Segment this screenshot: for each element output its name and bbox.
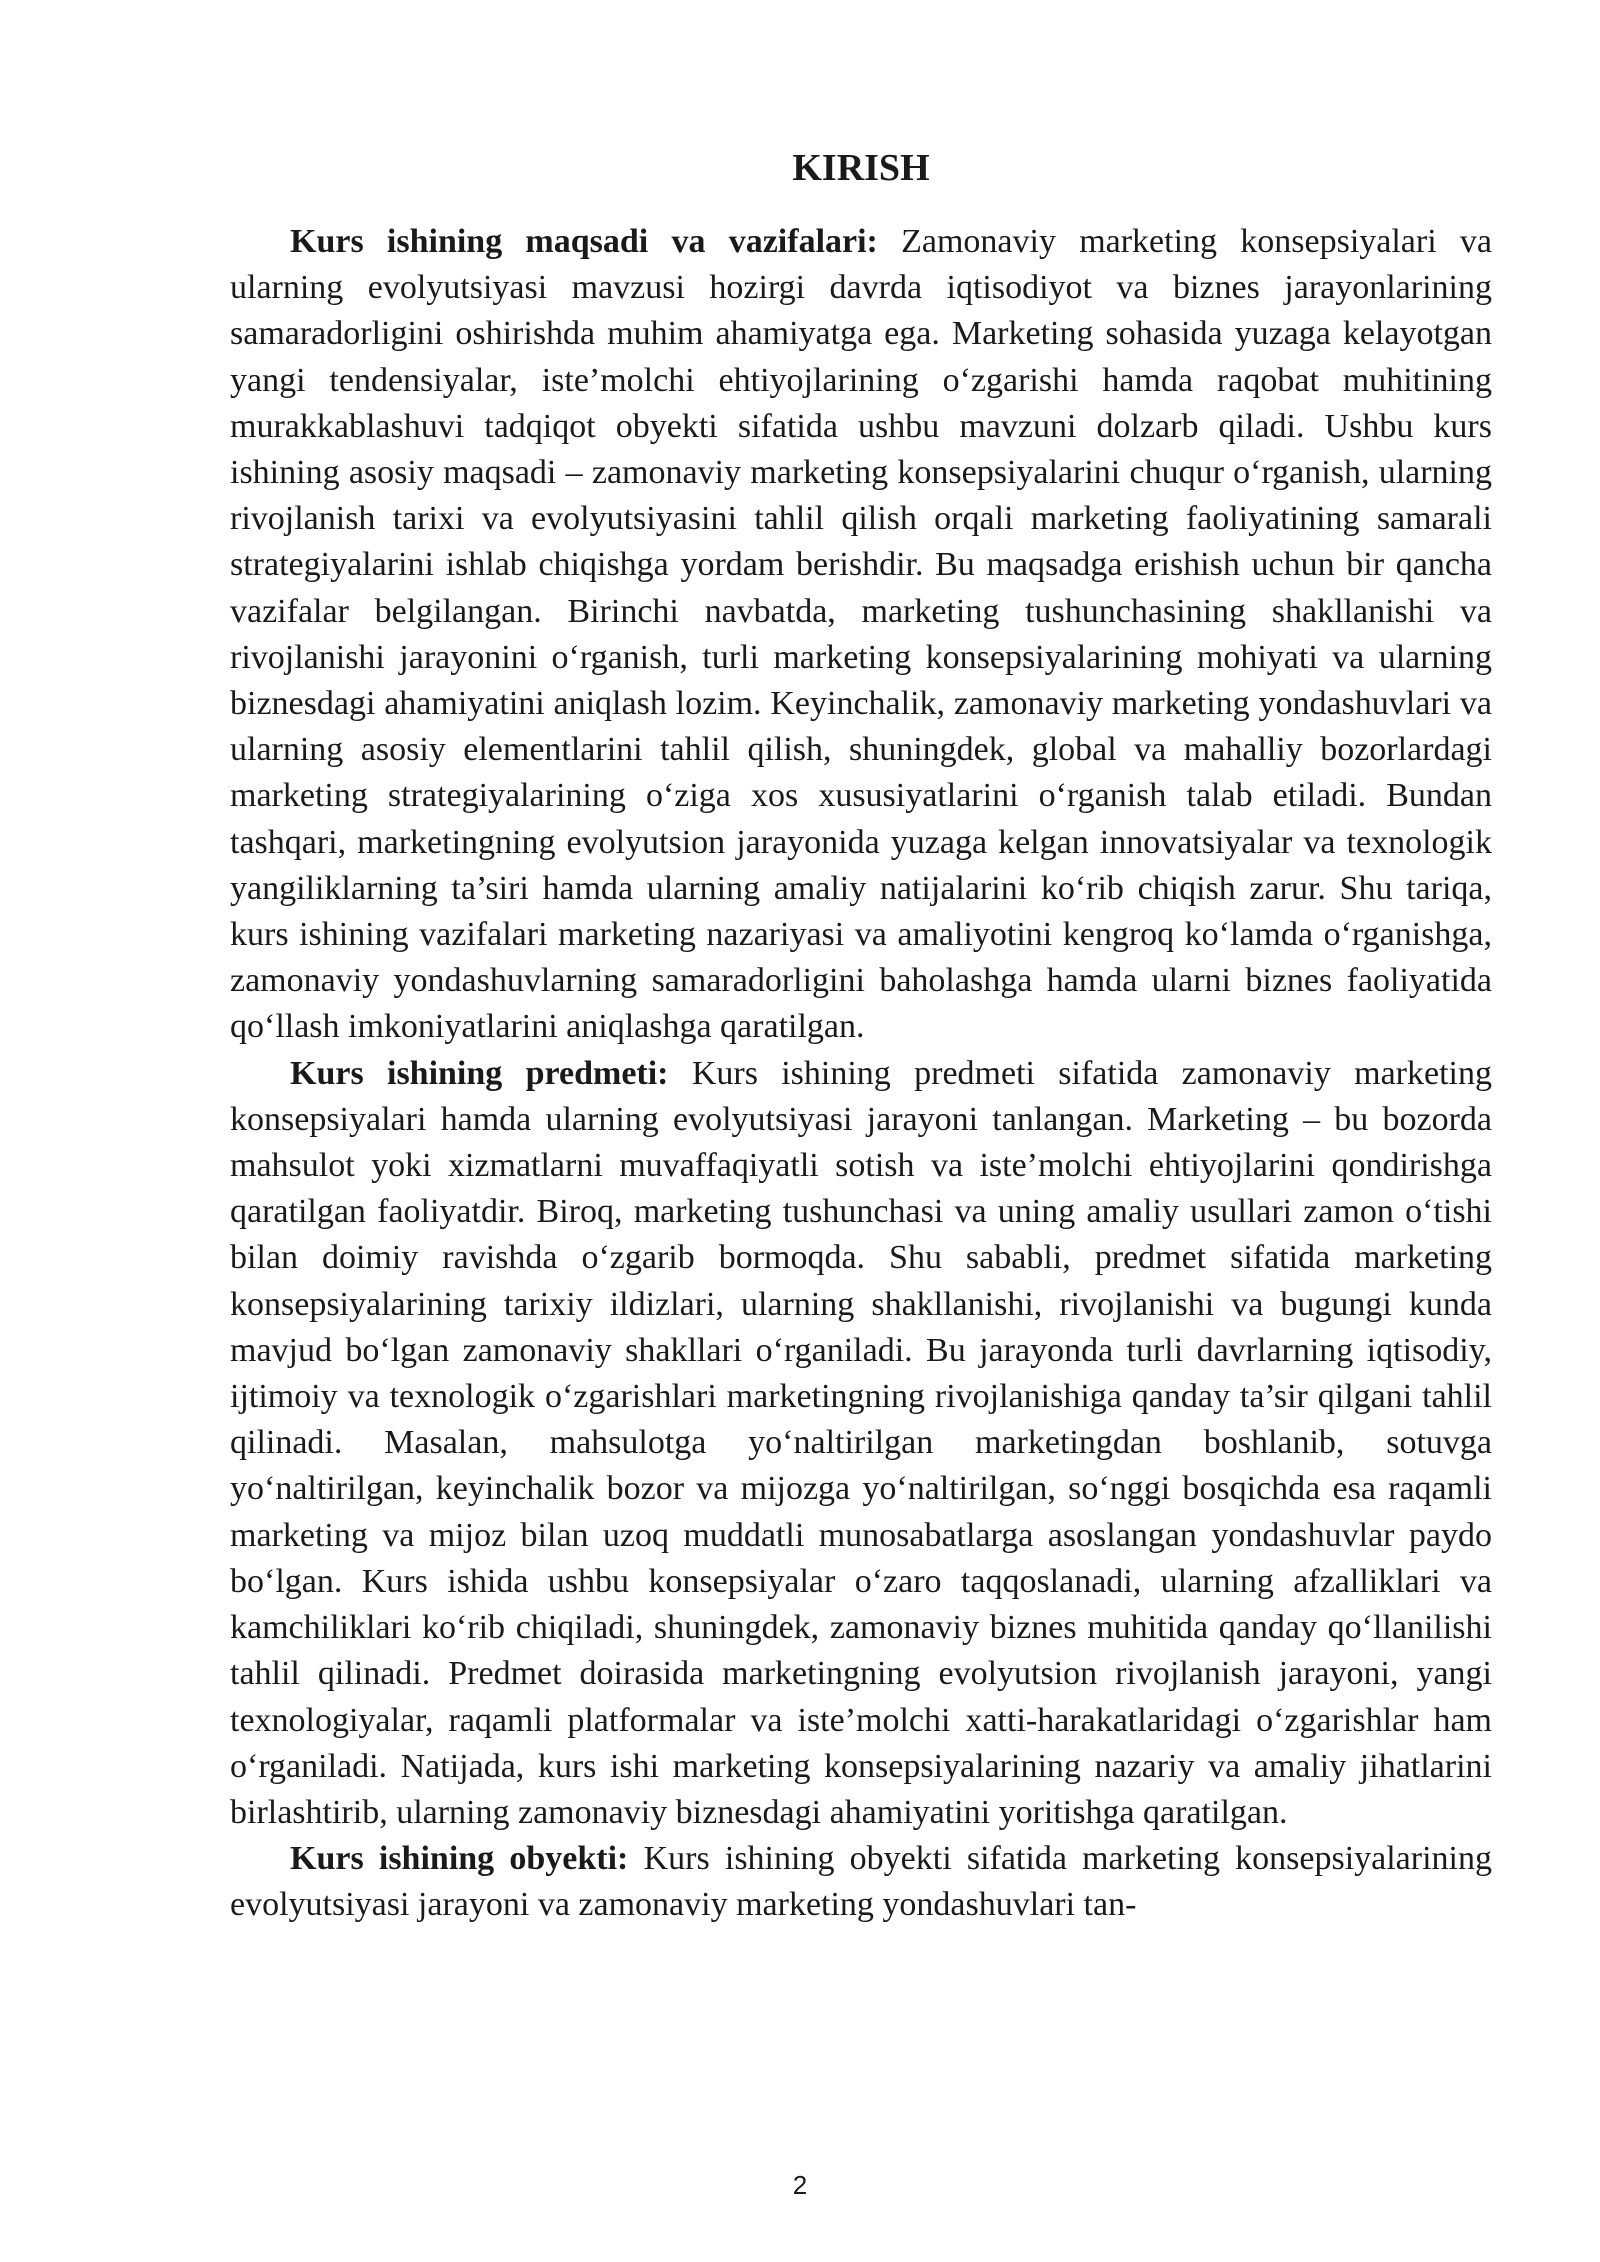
paragraph-lead: Kurs ishining predmeti: <box>290 1054 669 1092</box>
paragraph-lead: Kurs ishining obyekti: <box>290 1840 629 1878</box>
paragraph-object <box>230 1836 1492 1928</box>
paragraph-lead: Kurs ishining maqsadi va vazifalari: <box>290 223 878 260</box>
paragraph-text: Kurs ishining obyekti sifatida marketing konsepsiyalarining evolyutsiyasi jarayoni va zamonaviy marketing yondashuvlari tan- <box>230 1840 1492 1924</box>
paragraph-text: Kurs ishining predmeti sifatida zamonaviy marketing konsepsiyalari hamda ularning evolyutsiyasi jarayoni tanlangan. Marketing – bu bozorda mahsulot yoki xizmatlarni muvaffaqiyatli sotish va iste’molchi ehtiyojlarini qondirishga qaratilgan faoliyatdir. Biroq, marketing tushunchasi va uning amaliy usullari zamon o‘tishi bilan doimiy ravishda o‘zgarib bormoqda. Shu sababli, predmet sifatida marketing konsepsiyalarining tarixiy ildizlari, ularning shakllanishi, rivojlanishi va bugungi kunda mavjud bo‘lgan zamonaviy shakllari o‘rganiladi. Bu jarayonda turli davrlarning iqtisodiy, ijtimoiy va texnologik o‘zgarishlari marketingning rivojlanishiga qanday ta’sir qilgani tahlil qilinadi. Masalan, mahsulotga yo‘naltirilgan marketingdan boshlanib, sotuvga yo‘naltirilgan, keyinchalik bozor va mijozga yo‘naltirilgan, so‘nggi bosqichda esa raqamli marketing va mijoz bilan uzoq muddatli munosabatlarga asoslangan yondashuvlar paydo bo‘lgan. Kurs ishida ushbu konsepsiyalar o‘zaro taqqoslanadi, ularning afzalliklari va kamchiliklari ko‘rib chiqiladi, shuningdek, zamonaviy biznes muhitida qanday qo‘llanilishi tahlil qilinadi. Predmet doirasida marketingning evolyutsion rivojlanish jarayoni, yangi texnologiyalar, raqamli platformalar va iste’molchi xatti-harakatlaridagi o‘zgarishlar ham o‘rganiladi. Natijada, kurs ishi marketing konsepsiyalarining nazariy va amaliy jihatlarini birlashtirib, ularning zamonaviy biznesdagi ahamiyatini yoritishga qaratilgan. <box>230 1054 1492 1831</box>
paragraph-text: Zamonaviy marketing konsepsiyalari va ularning evolyutsiyasi mavzusi hozirgi davrda iqtisodiyot va biznes jarayonlarining samaradorligini oshirishda muhim ahamiyatga ega. Marketing sohasida yuzaga kelayotgan yangi tendensiyalar, iste’molchi ehtiyojlarining o‘zgarishi hamda raqobat muhitining murakkablashuvi tadqiqot obyekti sifatida ushbu mavzuni dolzarb qiladi. Ushbu kurs ishining asosiy maqsadi – zamonaviy marketing konsepsiyalarini chuqur o‘rganish, ularning rivojlanish tarixi va evolyutsiyasini tahlil qilish orqali marketing faoliyatining samarali strategiyalarini ishlab chiqishga yordam berishdir. Bu maqsadga erishish uchun bir qancha vazifalar belgilangan. Birinchi navbatda, marketing tushunchasining shakllanishi va rivojlanishi jarayonini o‘rganish, turli marketing konsepsiyalarining mohiyati va ularning biznesdagi ahamiyatini aniqlash lozim. Keyinchalik, zamonaviy marketing yondashuvlari va ularning asosiy elementlarini tahlil qilish, shuningdek, global va mahalliy bozorlardagi marketing strategiyalarining o‘ziga xos xususiyatlarini o‘rganish talab etiladi. Bundan tashqari, marketingning evolyutsion jarayonida yuzaga kelgan innovatsiyalar va texnologik yangiliklarning ta’siri hamda ularning amaliy natijalarini ko‘rib chiqish zarur. Shu tariqa, kurs ishining vazifalari marketing nazariyasi va amaliyotini kengroq ko‘lamda o‘rganishga, zamonaviy yondashuvlarning samaradorligini baholashga hamda ularni biznes faoliyatida qo‘llash imkoniyatlarini aniqlashga qaratilgan. <box>230 223 1492 1046</box>
page-title: KIRISH <box>792 147 930 189</box>
page-number: 2 <box>792 2170 808 2200</box>
document-page <box>230 145 1492 1929</box>
paragraph-goals <box>230 219 1492 1051</box>
paragraph-subject <box>230 1051 1492 1836</box>
